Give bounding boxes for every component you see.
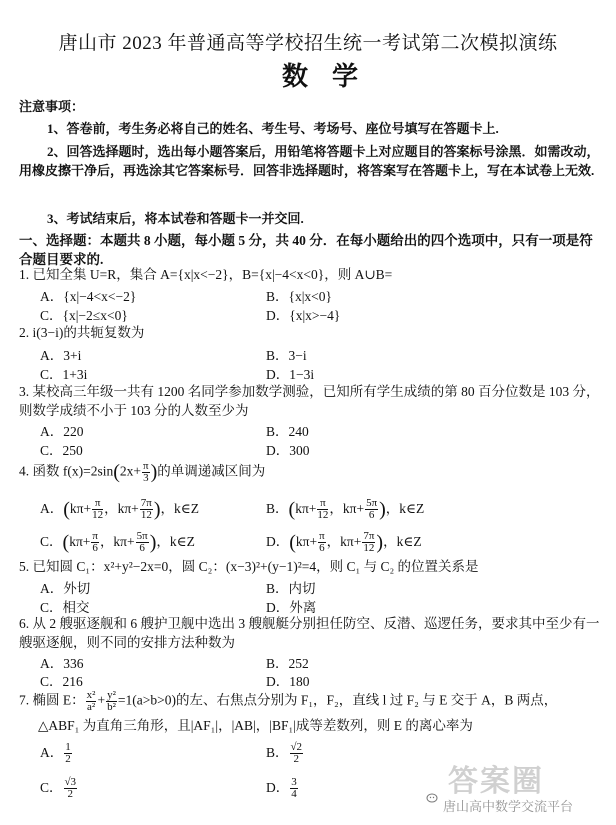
notes-heading: 注意事项： <box>19 99 85 114</box>
question-stem: 函数 f(x)=2sin <box>32 463 114 479</box>
question-7-line2: △ABF₁ 为直角三角形，且|AF₁|，|AB|，|BF₁|成等差数列，则 E 的离心率为 <box>38 718 473 733</box>
question-7: 7. 椭圆 E： $\frac{\text{x²}}{\text{a²}}$ + $\frac{\text{y²}}{\text{b²}}$ =1(a>b>0)的左、右焦点分别为 F₁，F₂，直线 l 过 F₂ 与 E 交于 A，B 两点， <box>19 689 558 713</box>
subject-title: 数学 <box>281 62 382 91</box>
wechat-icon <box>426 792 440 806</box>
question-number: 5. <box>19 559 30 574</box>
option-c: C．216 <box>40 674 83 689</box>
option-a: A．3+i <box>40 348 82 363</box>
option-d: D．180 <box>266 674 310 689</box>
question-number: 6. <box>19 616 30 631</box>
note-item: 1、答卷前，考生务必将自己的姓名、考生号、考场号、座位号填写在答题卡上. <box>47 121 499 136</box>
note-item: 3、考试结束后，将本试卷和答题卡一并交回. <box>47 211 304 226</box>
question-stem: =1(a>b>0)的左、右焦点分别为 F₁，F₂，直线 l 过 F₂ 与 E 交于 A，B 两点， <box>117 692 558 708</box>
question-stem: 从 2 艘驱逐舰和 6 艘护卫舰中选出 3 艘舰艇分别担任防空、反潜、巡逻任务，要求其中至少有一艘驱逐舰，则不同的安排方法种数为 <box>19 616 600 650</box>
option-d: D． $\frac{3}{4}$ <box>266 776 297 801</box>
section-heading: 一、选择题：本题共 8 小题，每小题 5 分，共 40 分．在每小题给出的四个选项中，只有一项是符合题目要求的. <box>19 233 593 267</box>
question-stem: 椭圆 E： <box>32 692 85 708</box>
option-d: D．1−3i <box>266 367 315 382</box>
option-a: A．外切 <box>40 581 91 596</box>
question-stem: 已知全集 U=R，集合 A={x|x<−2}，B={x|−4<x<0}，则 A∪B= <box>32 267 393 282</box>
watermark-logo: 答案圈 <box>448 764 544 799</box>
option-c: C．250 <box>40 443 83 458</box>
option-d: D．(kπ+ $\frac{\pi}{6}$ ，kπ+ $\frac{7\pi}{12}$ )，k∈Z <box>266 530 422 555</box>
question-number: 3. <box>19 384 30 399</box>
option-b: B．252 <box>266 656 309 671</box>
option-c: C．(kπ+ $\frac{\pi}{6}$ ，kπ+ $\frac{5\pi}{6}$ )，k∈Z <box>40 530 195 555</box>
option-b: B．(kπ+ $\frac{\pi}{12}$ ，kπ+ $\frac{5\pi}{6}$ )，k∈Z <box>266 497 425 522</box>
question-1 <box>19 265 607 284</box>
option-a: A．{x|−4<x<−2} <box>40 289 137 304</box>
option-c: C．相交 <box>40 600 90 615</box>
option-c: C． $\frac{√3}{2}$ <box>40 776 77 801</box>
option-b: B．3−i <box>266 348 307 363</box>
question-number: 2. <box>19 325 30 340</box>
option-d: D．300 <box>266 443 310 458</box>
option-a: A． $\frac{1}{2}$ <box>40 741 71 766</box>
option-a: A．220 <box>40 424 84 439</box>
question-number: 4. <box>19 463 30 479</box>
option-a: A．(kπ+ $\frac{\pi}{12}$ ，kπ+ $\frac{7\pi}{12}$ )，k∈Z <box>40 497 200 522</box>
option-c: C．{x|−2≤x<0} <box>40 308 128 323</box>
question-4: 4. 函数 f(x)=2sin(2x+ $\frac{\pi}{3}$ )的单调递减区间为 <box>19 460 266 484</box>
question-stem: 某校高三年级一共有 1200 名同学参加数学测验，已知所有学生成绩的第 80 百分位数是 103 分，则数学成绩不小于 103 分的人数至少为 <box>19 384 600 418</box>
watermark-source: 唐山高中数学交流平台 <box>443 800 574 815</box>
question-6 <box>19 614 607 652</box>
fraction: $\frac{\pi}{3}$ <box>143 460 149 484</box>
option-d: D．外离 <box>266 600 317 615</box>
math-expr: 2x+ <box>119 463 142 479</box>
question-number: 7. <box>19 692 30 708</box>
option-b: B． $\frac{√2}{2}$ <box>266 741 303 766</box>
option-a: A．336 <box>40 656 84 671</box>
question-stem: i(3−i)的共轭复数为 <box>32 325 145 340</box>
question-number: 1. <box>19 267 30 282</box>
option-d: D．{x|x>−4} <box>266 308 341 323</box>
question-5 <box>19 557 607 576</box>
exam-title: 唐山市 2023 年普通高等学校招生统一考试第二次模拟演练 <box>58 33 558 54</box>
question-3 <box>19 382 607 420</box>
option-b: B．内切 <box>266 581 316 596</box>
question-2 <box>19 323 607 342</box>
option-c: C．1+3i <box>40 367 88 382</box>
note-item: 2、回答选择题时，选出每小题答案后，用铅笔将答题卡上对应题目的答案标号涂黑．如需改动，用橡皮擦干净后，再选涂其它答案标号．回答非选择题时，将答案写在答题卡上，写在本试卷上无效. <box>19 144 600 178</box>
option-b: B．240 <box>266 424 309 439</box>
option-b: B．{x|x<0} <box>266 289 333 304</box>
question-stem: 已知圆 C₁：x²+y²−2x=0，圆 C₂：(x−3)²+(y−1)²=4，则 C₁ 与 C₂ 的位置关系是 <box>32 559 479 574</box>
question-stem: 的单调递减区间为 <box>157 463 266 479</box>
